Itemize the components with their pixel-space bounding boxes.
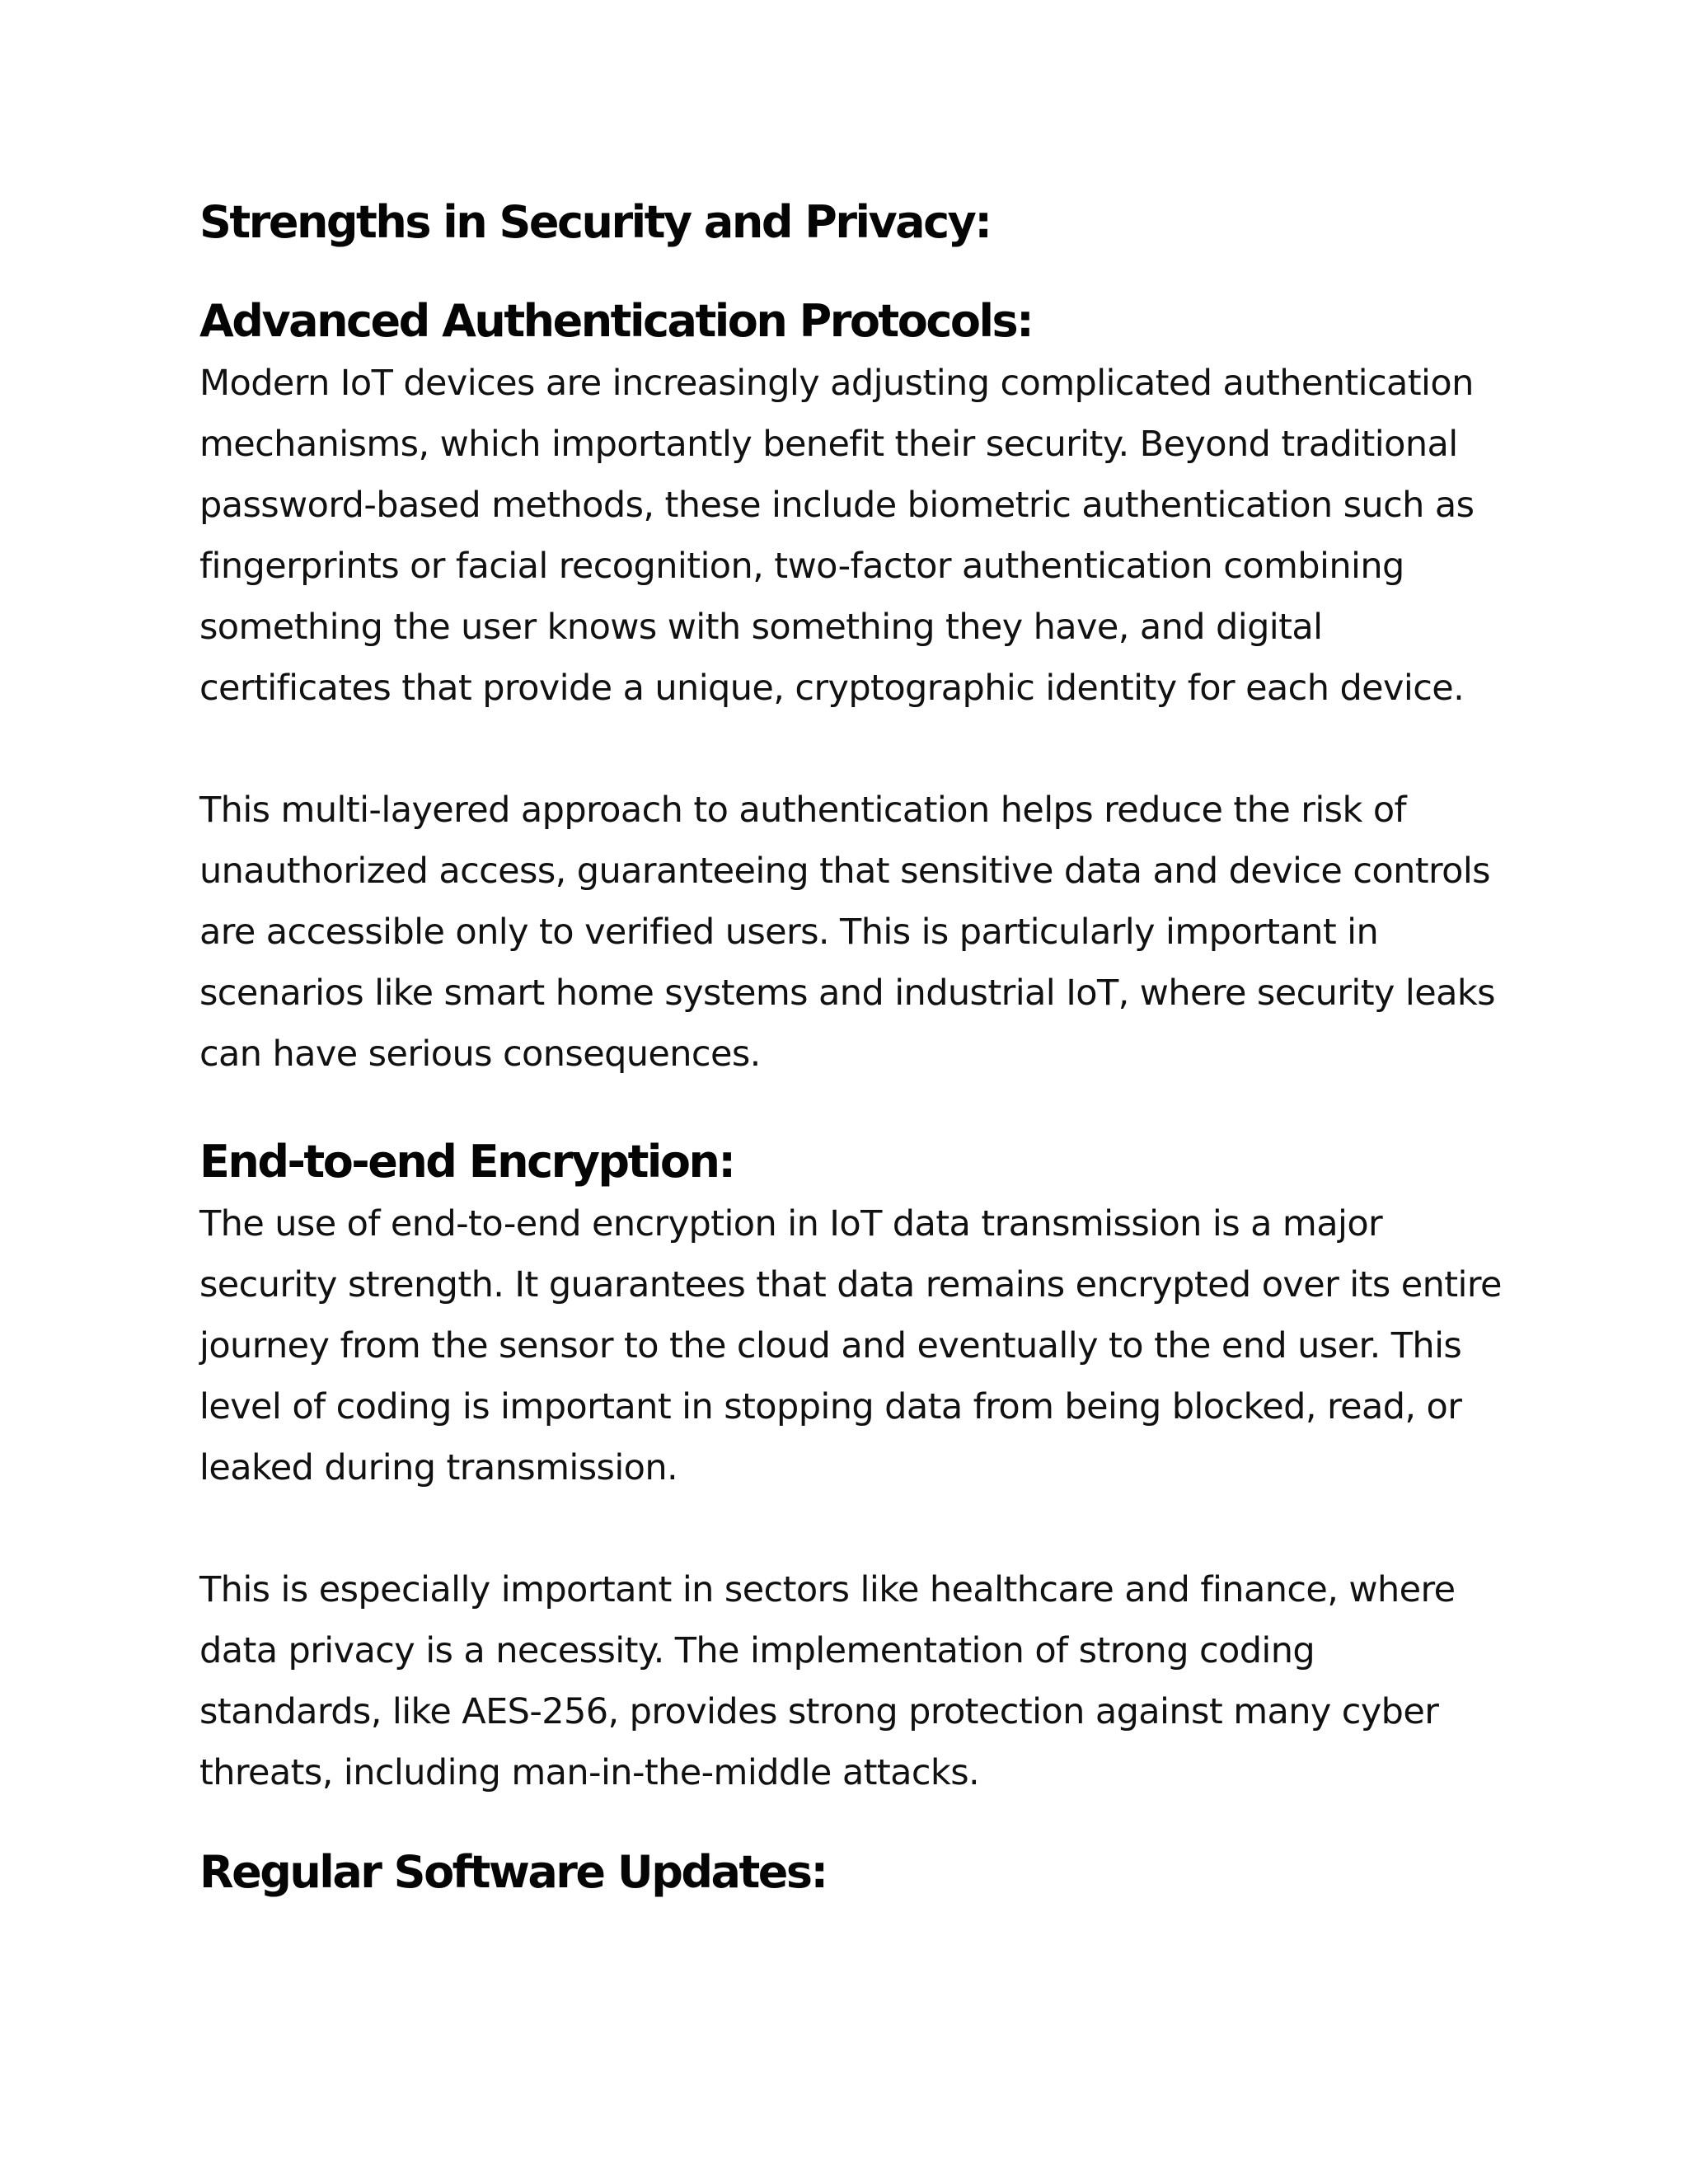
section-heading-encryption: End-to-end Encryption: <box>199 1136 734 1188</box>
encryption-paragraph-2: This is especially important in sectors like healthcare and finance, where data privacy is a necessity. The implementation of strong coding standards, like AES-256, provides strong protection against many cyber threats, including man-in-the-middle attacks. <box>199 1569 1456 1793</box>
encryption-paragraph-1: The use of end-to-end encryption in IoT data transmission is a major security strength. It guarantees that data remains encrypted over its entire journey from the sensor to the cloud and eventually to the end user. This level of coding is important in stopping data from being blocked, read, or leaked during transmission. <box>199 1203 1502 1488</box>
authentication-paragraph-1: Modern IoT devices are increasingly adjusting complicated authentication mechanisms, which importantly benefit their security. Beyond traditional password-based methods, these include biometric authentication such as fingerprints or facial recognition, two-factor authentication combining something the user knows with something they have, and digital certificates that provide a unique, cryptographic identity for each device. <box>199 363 1475 709</box>
section-heading-authentication: Advanced Authentication Protocols: <box>199 295 1033 347</box>
authentication-paragraph-2: This multi-layered approach to authentication helps reduce the risk of unauthorized access, guaranteeing that sensitive data and device controls are accessible only to verified users. This is particularly important in scenarios like smart home systems and industrial IoT, where security leaks can have serious consequences. <box>199 790 1495 1075</box>
page-title: Strengths in Security and Privacy: <box>199 196 991 248</box>
section-heading-software-updates: Regular Software Updates: <box>199 1846 827 1898</box>
document-content <box>199 191 1502 1904</box>
